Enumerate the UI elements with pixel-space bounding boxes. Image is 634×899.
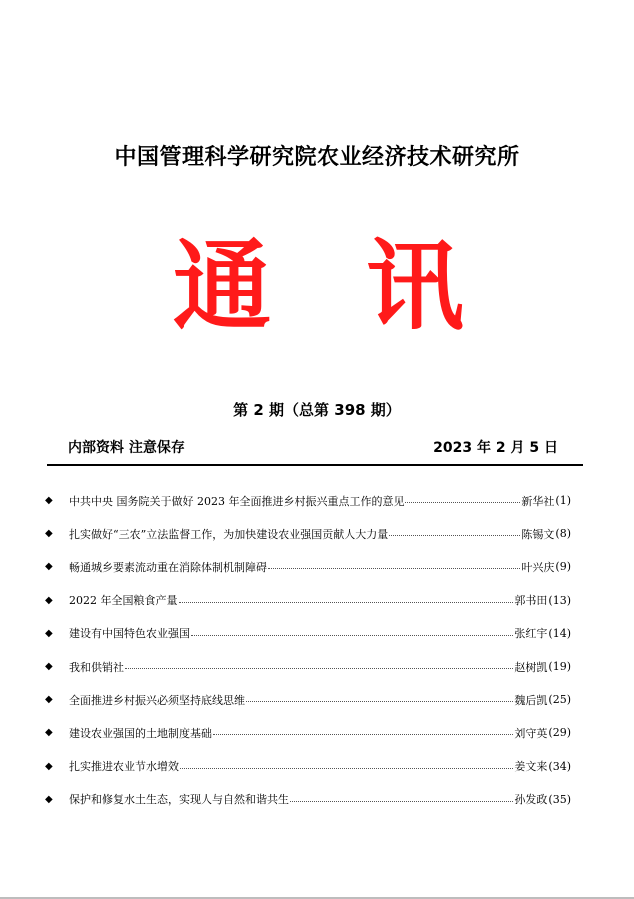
toc-item[interactable] bbox=[45, 683, 571, 716]
toc-title: 全面推进乡村振兴必须坚持底线思维 bbox=[69, 693, 245, 707]
toc-item[interactable] bbox=[45, 716, 571, 749]
toc-item[interactable] bbox=[45, 617, 571, 650]
toc-author: 陈锡文 bbox=[521, 527, 555, 541]
toc-page: (25) bbox=[548, 693, 571, 707]
toc-page: (9) bbox=[555, 560, 571, 574]
toc-page: (1) bbox=[555, 494, 571, 508]
toc-title: 扎实做好“三农”立法监督工作，为加快建设农业强国贡献人大力量 bbox=[69, 527, 389, 541]
masthead-char-2: 讯 bbox=[366, 230, 465, 344]
dot-leader bbox=[213, 734, 513, 735]
toc-title: 中共中央 国务院关于做好 2023 年全面推进乡村振兴重点工作的意见 bbox=[69, 494, 405, 508]
table-of-contents bbox=[45, 484, 571, 816]
internal-notice: 内部资料 注意保存 bbox=[68, 440, 185, 456]
organization-title: 中国管理科学研究院农业经济技术研究所 bbox=[114, 145, 520, 170]
toc-title: 畅通城乡要素流动重在消除体制机制障碍 bbox=[69, 560, 267, 574]
toc-title: 保护和修复水土生态，实现人与自然和谐共生 bbox=[69, 793, 289, 807]
toc-author: 魏后凯 bbox=[514, 693, 548, 707]
dot-leader bbox=[246, 701, 513, 702]
toc-title: 扎实推进农业节水增效 bbox=[69, 760, 179, 774]
toc-author: 叶兴庆 bbox=[521, 560, 555, 574]
dot-leader bbox=[179, 602, 514, 603]
toc-item[interactable] bbox=[45, 484, 571, 517]
toc-author: 新华社 bbox=[521, 494, 555, 508]
diamond-bullet-icon: ◆ bbox=[45, 661, 53, 673]
toc-page: (29) bbox=[548, 726, 571, 740]
toc-author: 赵树凯 bbox=[514, 660, 548, 674]
toc-title: 2022 年全国粮食产量 bbox=[69, 594, 178, 608]
toc-page: (19) bbox=[548, 660, 571, 674]
diamond-bullet-icon: ◆ bbox=[45, 561, 53, 573]
masthead-char-1: 通 bbox=[173, 230, 272, 344]
toc-item[interactable] bbox=[45, 550, 571, 583]
toc-page: (13) bbox=[548, 593, 571, 607]
diamond-bullet-icon: ◆ bbox=[45, 627, 53, 639]
dot-leader bbox=[191, 635, 513, 636]
issue-date: 2023 年 2 月 5 日 bbox=[433, 440, 558, 456]
toc-page: (8) bbox=[555, 527, 571, 541]
toc-page: (35) bbox=[548, 792, 571, 806]
toc-title: 我和供销社 bbox=[69, 660, 124, 674]
diamond-bullet-icon: ◆ bbox=[45, 495, 53, 507]
diamond-bullet-icon: ◆ bbox=[45, 760, 53, 772]
dot-leader bbox=[268, 568, 520, 569]
issue-number: 第 2 期（总第 398 期） bbox=[233, 401, 401, 419]
diamond-bullet-icon: ◆ bbox=[45, 694, 53, 706]
dot-leader bbox=[180, 768, 513, 769]
toc-author: 张红宇 bbox=[514, 627, 548, 641]
toc-page: (34) bbox=[548, 759, 571, 773]
toc-item[interactable] bbox=[45, 783, 571, 816]
toc-page: (14) bbox=[548, 626, 571, 640]
dot-leader bbox=[389, 535, 520, 536]
dot-leader bbox=[290, 801, 513, 802]
dot-leader bbox=[405, 502, 520, 503]
toc-title: 建设有中国特色农业强国 bbox=[69, 627, 190, 641]
diamond-bullet-icon: ◆ bbox=[45, 528, 53, 540]
header-divider bbox=[47, 464, 583, 466]
diamond-bullet-icon: ◆ bbox=[45, 793, 53, 805]
toc-item[interactable] bbox=[45, 650, 571, 683]
toc-item[interactable] bbox=[45, 517, 571, 550]
diamond-bullet-icon: ◆ bbox=[45, 594, 53, 606]
diamond-bullet-icon: ◆ bbox=[45, 727, 53, 739]
toc-author: 刘守英 bbox=[514, 726, 548, 740]
toc-author: 郭书田 bbox=[514, 594, 548, 608]
toc-item[interactable] bbox=[45, 750, 571, 783]
toc-title: 建设农业强国的土地制度基础 bbox=[69, 726, 212, 740]
toc-item[interactable] bbox=[45, 584, 571, 617]
toc-author: 姜文来 bbox=[514, 760, 548, 774]
dot-leader bbox=[125, 668, 513, 669]
toc-author: 孙发政 bbox=[514, 793, 548, 807]
